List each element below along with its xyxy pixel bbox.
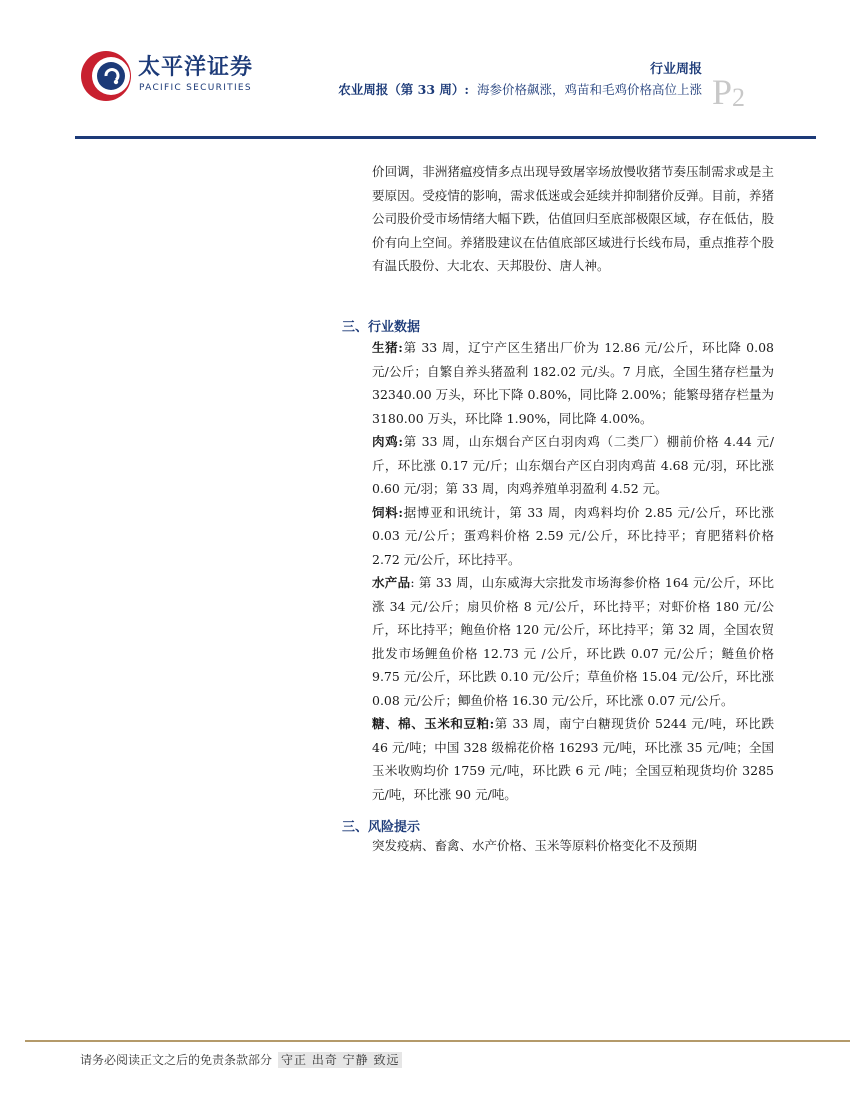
data-item-text: 第 33 周，山东烟台产区白羽肉鸡（二类厂）棚前价格 4.44 元/斤，环比涨 0.17 元/斤；山东烟台产区白羽肉鸡苗 4.68 元/羽，环比涨 0.60 元/羽；第 33 周，肉鸡养殖单羽盈利 4.52 元。 [372,434,774,496]
data-item-text: 据博亚和讯统计，第 33 周，肉鸡料均价 2.85 元/公斤，环比涨 0.03 元/公斤；蛋鸡料价格 2.59 元/公斤，环比持平；育肥猪料价格 2.72 元/公斤，环比持平。 [372,504,774,567]
data-item-text: : 第 33 周，山东威海大宗批发市场海参价格 164 元/公斤，环比涨 34 元/公斤；扇贝价格 8 元/公斤，环比持平；对虾价格 180 元/公斤，环比持平；鲍鱼价格 120 元/公斤，环比持平；第 32 周，全国农贸批发市场鲤鱼价格 12.73 元 /公斤，环比跌 0.07 元/公斤；鲢鱼价格 9.75 元/公斤，环比跌 0.10 元/公斤；草鱼价格 15.04 元/公斤，环比涨 0.08 元/公斤；鲫鱼价格 16.30 元/公斤，环比涨 0.07 元/公斤。 [372,575,774,708]
pacific-securities-logo-icon [80,46,134,106]
footer [80,1051,402,1068]
industry-data-block [372,336,774,806]
intro-block [372,160,774,278]
data-item-label: 水产品 [372,575,411,590]
footer-divider [25,1040,850,1042]
page-number [712,74,745,111]
intro-paragraph: 价回调，非洲猪瘟疫情多点出现导致屠宰场放慢收猪节奏压制需求或是主要原因。受疫情的影响，需求低迷或会延续并抑制猪价反弹。目前，养猪公司股价受市场情绪大幅下跌，估值回归至底部极限区域，存在低估，股价有向上空间。养猪股建议在估值底部区域进行长线布局，重点推荐个股有温氏股份、大北农、天邦股份、唐人神。 [372,164,774,273]
data-item-text: 第 33 周，南宁白糖现货价 5244 元/吨，环比跌 46 元/吨；中国 328 级棉花价格 16293 元/吨，环比涨 35 元/吨；全国玉米收购均价 1759 元/吨，环比跌 6 元 /吨；全国豆粕现货均价 3285 元/吨，环比涨 90 元/吨。 [372,716,774,802]
footer-disclaimer: 请务必阅读正文之后的免责条款部分 [80,1053,273,1067]
section-heading-data: 三、行业数据 [342,320,421,335]
report-title-main: 海参价格飙涨，鸡苗和毛鸡价格高位上涨 [476,82,702,97]
section-heading-risk: 三、风险提示 [342,820,421,835]
data-item-hog [372,336,774,430]
report-title-prefix: 农业周报（第 33 周）: [338,82,469,97]
data-item-aquatic [372,571,774,712]
header-divider [75,136,816,139]
data-item-feed [372,501,774,572]
risk-block [372,834,774,858]
report-category: 行业周报 [649,62,702,77]
company-logo [80,46,254,106]
risk-text: 突发疫病、畜禽、水产价格、玉米等原料价格变化不及预期 [372,838,698,853]
page-digit: 2 [732,83,746,112]
report-title [338,80,702,98]
data-item-broiler [372,430,774,501]
company-name-cn: 太平洋证券 [138,55,254,80]
data-item-text: 第 33 周，辽宁产区生猪出厂价为 12.86 元/公斤，环比降 0.08 元/公斤；自繁自养头猪盈利 182.02 元/头。7 月底，全国生猪存栏量为 32340.00 万头，环比下降 0.80%，同比降 2.00%；能繁母猪存栏量为 3180.00 万头，环比降 1.90%，同比降 4.00%。 [372,340,774,426]
data-item-label: 糖、棉、玉米和豆粕: [372,716,495,731]
page-letter: P [712,72,733,112]
data-item-label: 饲料: [372,504,404,520]
data-item-label: 肉鸡: [372,434,404,449]
company-name-en: PACIFIC SECURITIES [139,83,252,93]
data-item-label: 生猪: [372,340,403,355]
footer-motto: 守正 出奇 宁静 致远 [278,1052,402,1068]
data-item-commodities [372,712,774,806]
